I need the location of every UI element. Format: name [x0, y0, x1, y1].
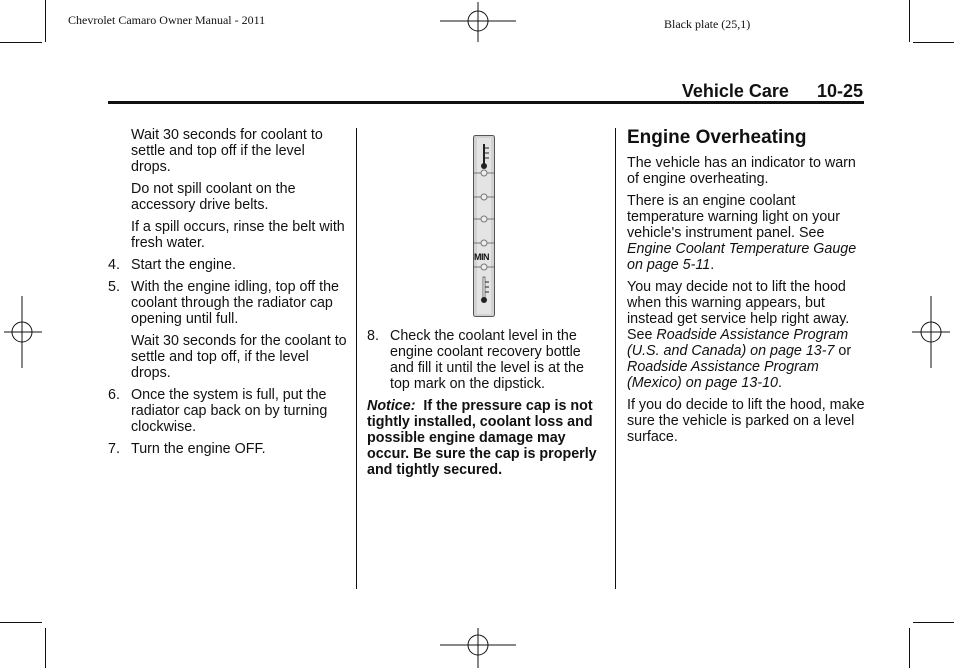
section-header — [682, 81, 863, 102]
step-text: Turn the engine OFF. — [131, 441, 266, 457]
cross-reference[interactable]: Roadside Assistance Program (Mexico) on page 13-10 — [627, 359, 819, 391]
cross-reference[interactable]: Roadside Assistance Program (U.S. and Canada) on page 13-7 — [627, 327, 849, 359]
registration-mark-top — [440, 2, 516, 42]
step-5 — [108, 279, 348, 327]
paragraph: Wait 30 seconds for coolant to settle and top off if the level drops. — [131, 127, 323, 175]
step-4 — [108, 257, 348, 273]
coolant-dipstick-illustration — [473, 135, 495, 317]
step-number: 4. — [108, 257, 120, 273]
registration-mark-bottom — [440, 628, 516, 668]
notice-text: If the pressure cap is not tightly installed, coolant loss and possible engine damage may occur. Be sure the cap is properly and tightly secured. — [367, 398, 597, 478]
paragraph: If you do decide to lift the hood, make sure the vehicle is parked on a level surface. — [627, 397, 865, 445]
step-text: Once the system is full, put the radiator cap back on by turning clockwise. — [131, 387, 328, 435]
manual-title: Chevrolet Camaro Owner Manual - 2011 — [68, 13, 266, 27]
text-run: or — [834, 343, 852, 359]
step-text: With the engine idling, top off the coolant through the radiator cap opening until full. — [131, 279, 339, 327]
paragraph: Do not spill coolant on the accessory drive belts. — [131, 181, 296, 213]
column-3 — [627, 155, 865, 451]
step-number: 8. — [367, 328, 379, 344]
step-text: Start the engine. — [131, 257, 236, 273]
step-6 — [108, 387, 348, 435]
paragraph: The vehicle has an indicator to warn of engine overheating. — [627, 155, 856, 187]
text-run: You may decide not to lift the hood when this warning appears, but instead get service help right away. See — [627, 279, 850, 343]
step-7 — [108, 441, 348, 457]
step-text: Check the coolant level in the engine coolant recovery bottle and fill it until the level is at the top mark on the dipstick. — [390, 328, 584, 392]
section-heading: Engine Overheating — [627, 127, 807, 148]
column-2 — [367, 328, 605, 484]
step-number: 7. — [108, 441, 120, 457]
registration-mark-left — [4, 296, 42, 368]
dipstick-graphic — [473, 135, 495, 317]
registration-mark-right — [912, 296, 950, 368]
paragraph: Wait 30 seconds for the coolant to settle and top off, if the level drops. — [131, 333, 347, 381]
page-number: 10-25 — [816, 81, 863, 101]
notice-paragraph — [367, 398, 605, 478]
step-8 — [367, 328, 605, 392]
column-divider-1 — [356, 128, 357, 589]
min-mark-label: MIN — [474, 252, 489, 262]
notice-label: Notice: — [367, 398, 416, 414]
cross-reference[interactable]: Engine Coolant Temperature Gauge on page 5-11 — [627, 241, 857, 273]
step-number: 5. — [108, 279, 120, 295]
plate-label: Black plate (25,1) — [664, 17, 751, 31]
column-1 — [108, 127, 348, 463]
section-title: Vehicle Care — [681, 81, 789, 101]
paragraph: If a spill occurs, rinse the belt with fresh water. — [131, 219, 345, 251]
text-run: . — [710, 257, 715, 273]
text-run: . — [778, 375, 782, 391]
paragraph — [627, 193, 865, 273]
paragraph — [627, 279, 865, 391]
text-run: There is an engine coolant temperature warning light on your vehicle's instrument panel. See — [627, 193, 840, 241]
column-divider-2 — [615, 128, 616, 589]
header-rule — [108, 101, 864, 104]
step-number: 6. — [108, 387, 120, 403]
